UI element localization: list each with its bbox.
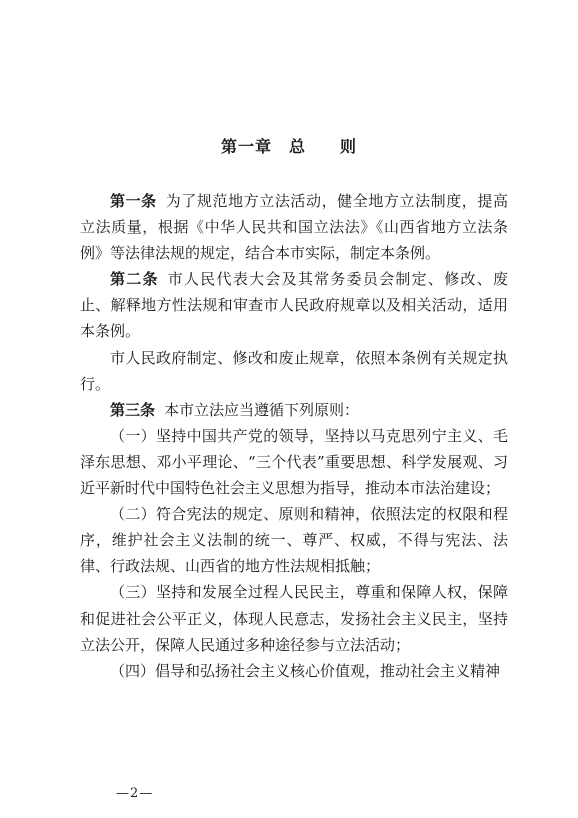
paragraph-text: （一）坚持中国共产党的领导，坚持以马克思列宁主义、毛泽东思想、邓小平理论、“三个代表”重要思想、科学发展观、习近平新时代中国特色社会主义思想为指导，推动本市法治建设； xyxy=(80,426,508,498)
article-3-paragraph xyxy=(80,397,508,423)
article-label: 第二条 xyxy=(110,270,159,289)
principle-item-3 xyxy=(80,579,508,657)
article-1-paragraph xyxy=(80,188,508,266)
paragraph-text: 为了规范地方立法活动，健全地方立法制度，提高立法质量，根据《中华人民共和国立法法》《山西省地方立法条例》等法律法规的规定，结合本市实际，制定本条例。 xyxy=(80,192,508,263)
chapter-title: 第一章 总 则 xyxy=(220,137,357,156)
article-2-paragraph xyxy=(80,266,508,344)
paragraph-text: （三）坚持和发展全过程人民民主，尊重和保障人权，保障和促进社会公平正义，体现人民意志，发扬社会主义民主，坚持立法公开，保障人民通过多种途径参与立法活动； xyxy=(80,583,508,654)
paragraph-text: （四）倡导和弘扬社会主义核心价值观，推动社会主义精神 xyxy=(110,661,501,680)
paragraph-text: （二）符合宪法的规定、原则和精神，依照法定的权限和程序，维护社会主义法制的统一、尊严、权威，不得与宪法、法律、行政法规、山西省的地方性法规相抵触； xyxy=(80,505,508,576)
article-2-clause-paragraph xyxy=(80,345,508,397)
principle-item-2 xyxy=(80,501,508,579)
article-label: 第一条 xyxy=(110,192,157,210)
paragraph-text: 本市立法应当遵循下列原则： xyxy=(164,400,360,419)
paragraph-text: 市人民代表大会及其常务委员会制定、修改、废止、解释地方性法规和审查市人民政府规章以及相关活动，适用本条例。 xyxy=(80,270,508,341)
document-body xyxy=(80,188,508,684)
page-number: —2— xyxy=(116,786,154,801)
paragraph-text: 市人民政府制定、修改和废止规章，依照本条例有关规定执行。 xyxy=(80,348,508,393)
principle-item-4 xyxy=(80,658,508,684)
article-label: 第三条 xyxy=(110,400,156,419)
principle-item-1 xyxy=(80,423,508,501)
